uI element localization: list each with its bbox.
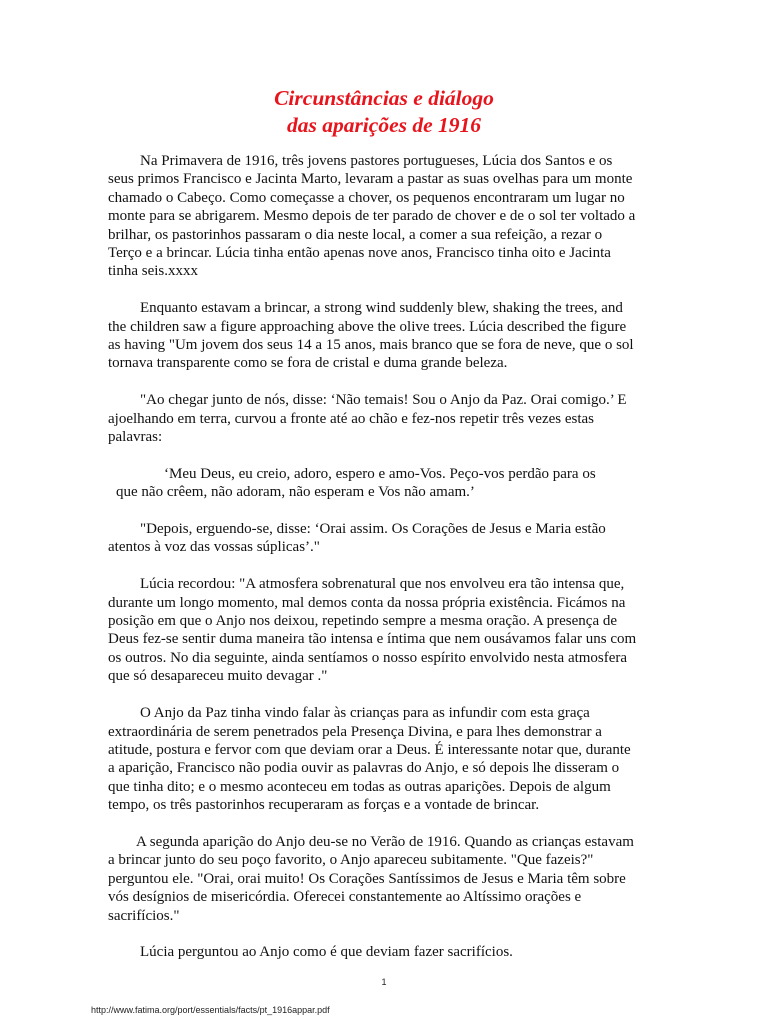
text-line: ‘Meu Deus, eu creio, adoro, espero e amo-Vos. Peço-vos perdão para os [164,465,596,482]
text-line: a brincar junto do seu poço favorito, o Anjo apareceu subitamente. "Que fazeis?" [108,852,594,869]
text-line: tinha seis.xxxx [108,263,198,280]
text-line: que não crêem, não adoram, não esperam e Vos não amam.’ [116,484,475,501]
text-line: Na Primavera de 1916, três jovens pastores portugueses, Lúcia dos Santos e os [140,153,613,169]
text-line: a aparição, Francisco não podia ouvir as palavras do Anjo, e só depois lhe disseram o [108,760,620,777]
text-line: tornava transparente como se fora de cristal e duma grande beleza. [108,355,508,372]
text-line: que só desapareceu muito devagar ." [108,668,328,685]
text-line: seus primos Francisco e Jacinta Marto, levaram a pastar as suas ovelhas para um monte [108,171,633,188]
text-line: "Depois, erguendo-se, disse: ‘Orai assim. Os Corações de Jesus e Maria estão [140,521,606,538]
text-line: Enquanto estavam a brincar, a strong wind suddenly blew, shaking the trees, and [140,300,623,317]
text-line: atentos à voz das vossas súplicas’." [108,539,320,556]
text-line: A segunda aparição do Anjo deu-se no Verão de 1916. Quando as crianças estavam [136,833,634,850]
title-line-2: das aparições de 1916 [286,113,482,137]
paragraph [108,833,664,925]
text-line: ajoelhando em terra, curvou a fronte até ao chão e fez-nos repetir três vezes estas [108,410,595,427]
text-line: posição em que o Anjo nos deixou, repetindo sempre a mesma oração. A presença de [108,613,618,630]
text-line: que tinha dito; e o mesmo aconteceu em todas as outras aparições. Depois de algum [108,778,611,795]
text-line: "Ao chegar junto de nós, disse: ‘Não temais! Sou o Anjo da Paz. Orai comigo.’ E [140,392,627,409]
text-line: perguntou ele. "Orai, orai muito! Os Corações Santíssimos de Jesus e Maria têm sobre [108,870,626,887]
text-line: as having "Um jovem dos seus 14 a 15 anos, mais branco que se fora de neve, que o sol [108,337,634,354]
paragraph [108,299,664,373]
footer-source-url: http://www.fatima.org/port/essentials/facts/pt_1916appar.pdf [91,1005,330,1015]
text-line: extraordinária de serem penetrados pela Presença Divina, e para lhes demonstrar a [108,723,602,740]
paragraph [108,152,664,281]
prayer-quote [108,465,664,502]
text-line: Lúcia perguntou ao Anjo como é que deviam fazer sacrifícios. [140,944,513,961]
document-title [0,85,768,139]
text-line: Lúcia recordou: "A atmosfera sobrenatural que nos envolveu era tão intensa que, [140,576,625,593]
paragraph [108,520,664,557]
paragraph [108,391,664,446]
text-line: sacrifícios." [108,907,180,924]
paragraph [108,575,664,685]
text-line: monte para se abrigarem. Mesmo depois de ter parado de chover e de o sol ter voltado a [108,208,636,225]
text-line: durante um longo momento, mal demos conta da nossa própria existência. Ficámos na [108,594,626,611]
text-line: brilhar, os pastorinhos passaram o dia neste local, a comer a sua refeição, a rezar o [108,226,603,243]
page-number: 1 [381,977,387,987]
text-line: tempo, os três pastorinhos recuperaram as forças e a vontade de brincar. [108,797,540,814]
paragraph [108,704,664,814]
text-line: Terço e a brincar. Lúcia tinha então apenas nove anos, Francisco tinha oito e Jacinta [108,245,611,262]
text-line: palavras: [108,429,163,446]
paragraph [108,943,664,961]
text-line: O Anjo da Paz tinha vindo falar às crianças para as infundir com esta graça [140,705,590,722]
text-line: atitude, postura e fervor com que deviam orar a Deus. É interessante notar que, durante [108,741,631,758]
text-line: the children saw a figure approaching above the olive trees. Lúcia described the figure [108,318,627,335]
text-line: chamado o Cabeço. Como começasse a chover, os pequenos encontraram um lugar no [108,189,625,206]
text-line: vós desígnios de misericórdia. Oferecei constantemente ao Altíssimo orações e [108,889,582,906]
text-line: Deus fez-se sentir duma maneira tão intensa e íntima que nem ousávamos falar uns com [108,631,637,648]
title-line-1: Circunstâncias e diálogo [274,86,494,110]
document-body [108,152,664,980]
text-line: os outros. No dia seguinte, ainda sentíamos o nosso espírito envolvido nesta atmosfera [108,649,628,666]
